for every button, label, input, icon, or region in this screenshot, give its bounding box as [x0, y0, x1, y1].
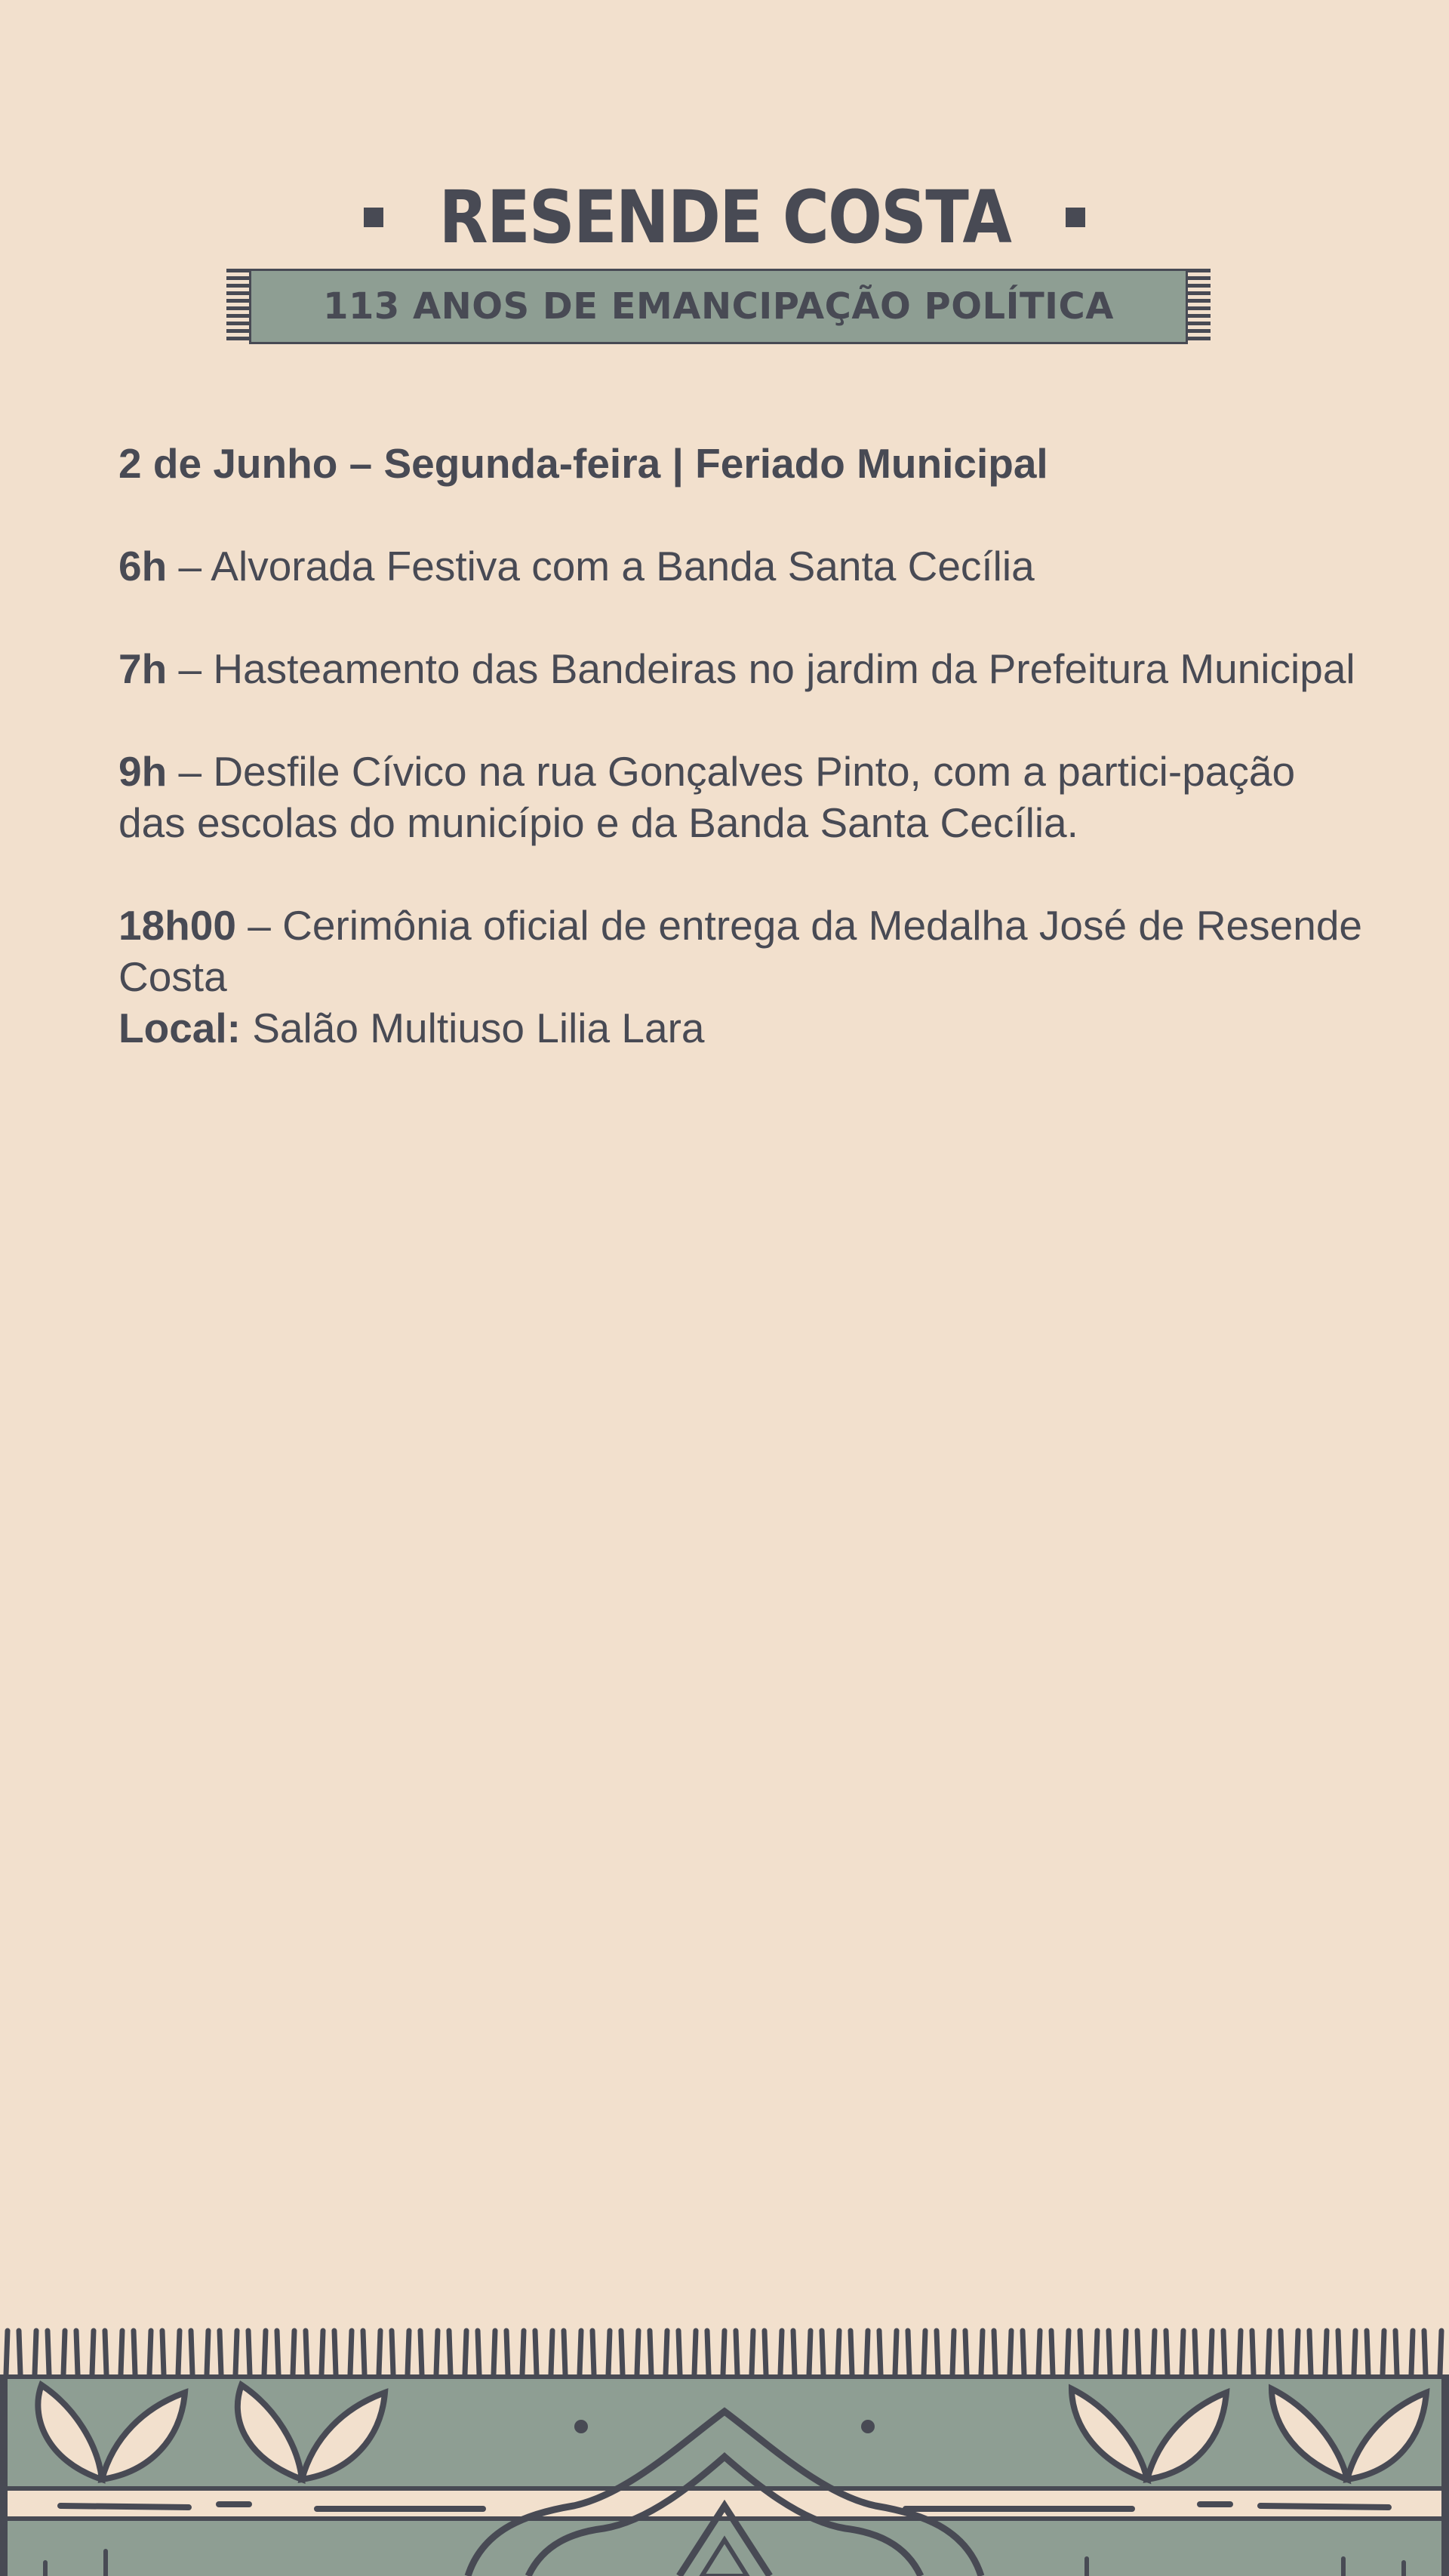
event-description: – Desfile Cívico na rua Gonçalves Pinto, com a partici-pação das escolas do município e da Banda Santa Cecília. — [118, 748, 1296, 846]
fringe-thread — [392, 2331, 393, 2374]
ribbon-band — [249, 269, 1188, 344]
fringe-thread — [134, 2331, 135, 2374]
fringe-thread — [1109, 2331, 1110, 2374]
event-description: – Cerimônia oficial de entrega da Medalha José de Resende Costa — [118, 902, 1362, 1000]
fringe-thread — [879, 2331, 881, 2374]
fringe-thread — [63, 2331, 65, 2374]
fringe-thread — [1124, 2331, 1126, 2374]
fringe-thread — [952, 2331, 954, 2374]
fringe-thread — [1010, 2331, 1011, 2374]
fringe-thread — [666, 2331, 667, 2374]
fringe-thread — [207, 2331, 208, 2374]
fringe-thread — [1096, 2331, 1097, 2374]
fringe-thread — [350, 2331, 352, 2374]
fringe-thread — [1297, 2331, 1298, 2374]
event-item — [118, 643, 1364, 694]
fringe-thread — [1411, 2331, 1413, 2374]
fringe-thread — [981, 2331, 983, 2374]
fringe-thread — [408, 2331, 409, 2374]
fringe-thread — [1137, 2331, 1139, 2374]
event-description: – Alvorada Festiva com a Banda Santa Cecília — [167, 543, 1035, 589]
event-item — [118, 900, 1364, 1002]
fringe-thread — [1325, 2331, 1327, 2374]
fringe-thread — [1395, 2331, 1397, 2374]
fringe-thread — [608, 2331, 610, 2374]
schedule — [118, 438, 1364, 1105]
fringe-thread — [149, 2331, 151, 2374]
fringe-thread — [937, 2331, 938, 2374]
event-location — [118, 1002, 1364, 1054]
fringe-thread — [494, 2331, 495, 2374]
fringe-thread — [764, 2331, 766, 2374]
fringe-thread — [694, 2331, 696, 2374]
event-time: 7h — [118, 645, 168, 692]
fringe-thread — [707, 2331, 709, 2374]
fringe-thread — [1424, 2331, 1426, 2374]
fringe-thread — [965, 2331, 967, 2374]
fringe-thread — [809, 2331, 811, 2374]
fringe-thread — [334, 2331, 336, 2374]
subtitle-ribbon — [226, 269, 1211, 344]
day-heading: 2 de Junho – Segunda-feira | Feriado Municipal — [118, 440, 1048, 487]
event-item — [118, 540, 1364, 592]
fringe-thread — [35, 2331, 36, 2374]
fringe-thread — [321, 2331, 323, 2374]
fringe-thread — [551, 2331, 552, 2374]
fringe-thread — [1182, 2331, 1183, 2374]
fringe-thread — [1239, 2331, 1241, 2374]
fringe-thread — [1211, 2331, 1212, 2374]
page-title: RESENDE COSTA — [438, 175, 1011, 260]
fringe-thread — [908, 2331, 909, 2374]
event-description: – Hasteamento das Bandeiras no jardim da Prefeitura Municipal — [167, 645, 1355, 692]
fringe-thread — [191, 2331, 192, 2374]
fringe-thread — [851, 2331, 852, 2374]
fringe-thread — [822, 2331, 823, 2374]
fringe-thread — [1051, 2331, 1053, 2374]
fringe-thread — [1195, 2331, 1196, 2374]
fringe-thread — [235, 2331, 237, 2374]
fringe-thread — [465, 2331, 466, 2374]
fringe-thread — [178, 2331, 180, 2374]
fringe-thread — [1166, 2331, 1168, 2374]
fringe-thread — [277, 2331, 278, 2374]
fringe-thread — [1023, 2331, 1024, 2374]
fringe-thread — [1252, 2331, 1254, 2374]
event-item — [118, 746, 1364, 848]
fringe-thread — [105, 2331, 106, 2374]
fringe-thread — [6, 2331, 8, 2374]
fringe-thread — [780, 2331, 782, 2374]
fringe-thread — [1268, 2331, 1269, 2374]
fringe-thread — [1338, 2331, 1340, 2374]
footer-fringe — [6, 2331, 1441, 2374]
fringe-thread — [1223, 2331, 1225, 2374]
fringe-thread — [436, 2331, 438, 2374]
fringe-thread — [363, 2331, 365, 2374]
fringe-thread — [1367, 2331, 1368, 2374]
fringe-thread — [994, 2331, 995, 2374]
fringe-thread — [895, 2331, 897, 2374]
fringe-thread — [522, 2331, 524, 2374]
fringe-thread — [1440, 2331, 1441, 2374]
fringe-thread — [752, 2331, 753, 2374]
fringe-thread — [19, 2331, 20, 2374]
fringe-thread — [1281, 2331, 1282, 2374]
fringe-thread — [535, 2331, 537, 2374]
fringe-thread — [650, 2331, 651, 2374]
fringe-thread — [76, 2331, 78, 2374]
title-row — [0, 165, 1449, 270]
event-time: 9h — [118, 748, 168, 795]
page-subtitle: 113 ANOS DE EMANCIPAÇÃO POLÍTICA — [323, 285, 1114, 328]
event-time: 18h00 — [118, 902, 236, 949]
fringe-thread — [1080, 2331, 1081, 2374]
fringe-thread — [723, 2331, 724, 2374]
fringe-thread — [580, 2331, 581, 2374]
fringe-thread — [1153, 2331, 1155, 2374]
fringe-thread — [793, 2331, 795, 2374]
fringe-thread — [1067, 2331, 1069, 2374]
title-left-square-ornament — [364, 208, 383, 227]
fringe-thread — [379, 2331, 380, 2374]
fringe-thread — [293, 2331, 294, 2374]
fringe-thread — [838, 2331, 839, 2374]
location-value: Salão Multiuso Lilia Lara — [240, 1005, 705, 1051]
event-time: 6h — [118, 543, 168, 589]
fringe-thread — [564, 2331, 565, 2374]
fringe-thread — [48, 2331, 49, 2374]
fringe-thread — [264, 2331, 266, 2374]
fringe-thread — [449, 2331, 451, 2374]
fringe-thread — [1354, 2331, 1355, 2374]
fringe-thread — [1383, 2331, 1384, 2374]
fringe-thread — [506, 2331, 508, 2374]
decorative-footer-pattern — [0, 2325, 1449, 2576]
title-right-square-ornament — [1066, 208, 1085, 227]
fringe-thread — [736, 2331, 737, 2374]
fringe-thread — [678, 2331, 680, 2374]
fringe-thread — [162, 2331, 164, 2374]
fringe-thread — [1309, 2331, 1311, 2374]
fringe-thread — [637, 2331, 638, 2374]
fringe-thread — [621, 2331, 623, 2374]
fringe-thread — [592, 2331, 594, 2374]
location-label: Local: — [118, 1005, 241, 1051]
fringe-thread — [248, 2331, 250, 2374]
fringe-thread — [92, 2331, 94, 2374]
fringe-thread — [866, 2331, 868, 2374]
fringe-thread — [478, 2331, 479, 2374]
fringe-thread — [924, 2331, 925, 2374]
fringe-thread — [1038, 2331, 1040, 2374]
fringe-thread — [420, 2331, 422, 2374]
fringe-thread — [121, 2331, 122, 2374]
fringe-thread — [220, 2331, 221, 2374]
fringe-thread — [306, 2331, 307, 2374]
